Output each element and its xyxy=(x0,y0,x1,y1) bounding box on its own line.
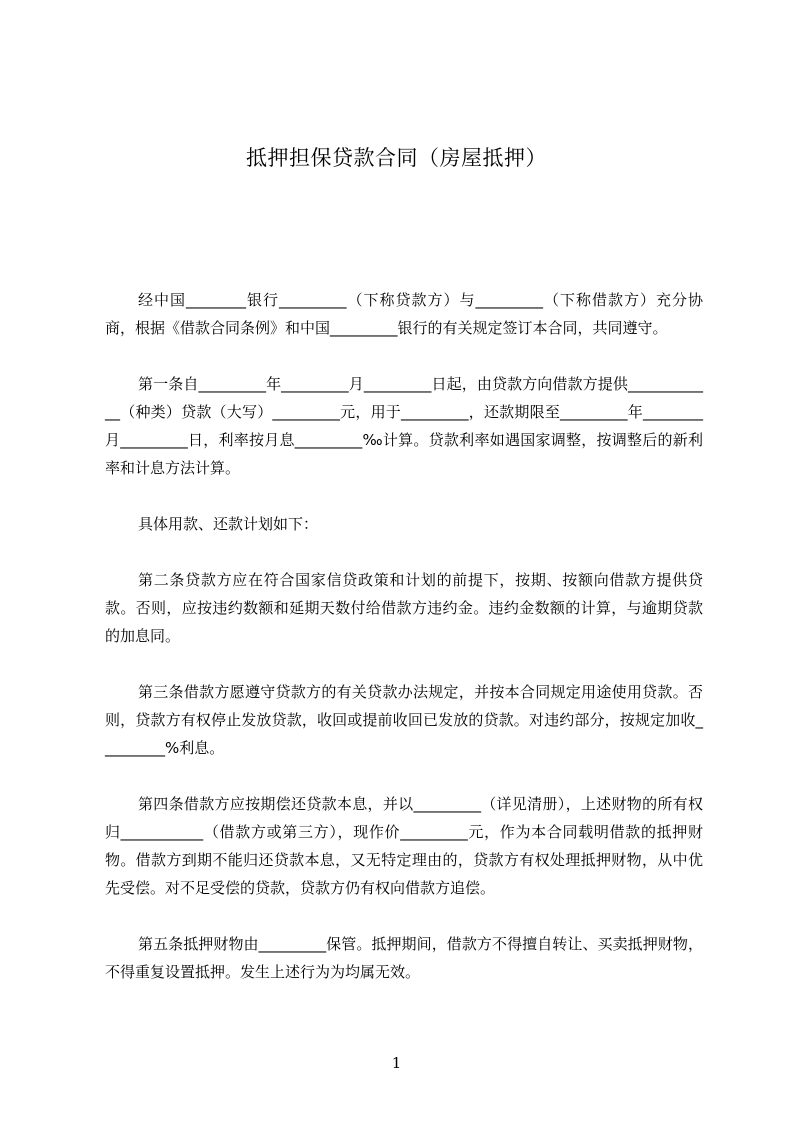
paragraph-article-2: 第二条贷款方应在符合国家信贷政策和计划的前提下，按期、按额向借款方提供贷款。否则，应按违约数额和延期天数付给借款方违约金。违约金数额的计算，与逾期贷款的加息同。 xyxy=(105,571,703,645)
document-body xyxy=(105,286,703,986)
paragraph-article-1: 第一条自_________年_________月_________日起，由贷款方向借款方提供____________（种类）贷款（大写）_________元，用于_________，还款期限至_________年________月_________日，利率按月息_________‰计算。贷款利率如遇国家调整，按调整后的新利率和计息方法计算。 xyxy=(105,375,703,477)
paragraph-preamble: 经中国________银行_________（下称贷款方）与_________（下称借款方）充分协商，根据《借款合同条例》和中国_________银行的有关规定签订本合同，共同遵守。 xyxy=(105,291,703,337)
paragraph-article-3: 第三条借款方愿遵守贷款方的有关贷款办法规定，并按本合同规定用途使用贷款。否则，贷款方有权停止发放贷款，收回或提前收回已发放的贷款。对违约部分，按规定加收_________%利息。 xyxy=(105,683,703,757)
paragraph-article-4: 第四条借款方应按期偿还贷款本息，并以_________（详见清册），上述财物的所有权归___________（借款方或第三方），现作价_________元，作为本合同载明借款的抵押财物。借款方到期不能归还贷款本息，又无特定理由的，贷款方有权处理抵押财物，从中优先受偿。对不足受偿的贷款，贷款方仍有权向借款方追偿。 xyxy=(105,795,703,897)
paragraph-article-5: 第五条抵押财物由_________保管。抵押期间，借款方不得擅自转让、买卖抵押财物，不得重复设置抵押。发生上述行为为均属无效。 xyxy=(105,935,703,981)
document-title: 抵押担保贷款合同（房屋抵押） xyxy=(246,146,547,170)
page-number: 1 xyxy=(391,1054,402,1072)
paragraph-repayment-plan: 具体用款、还款计划如下： xyxy=(138,515,319,533)
